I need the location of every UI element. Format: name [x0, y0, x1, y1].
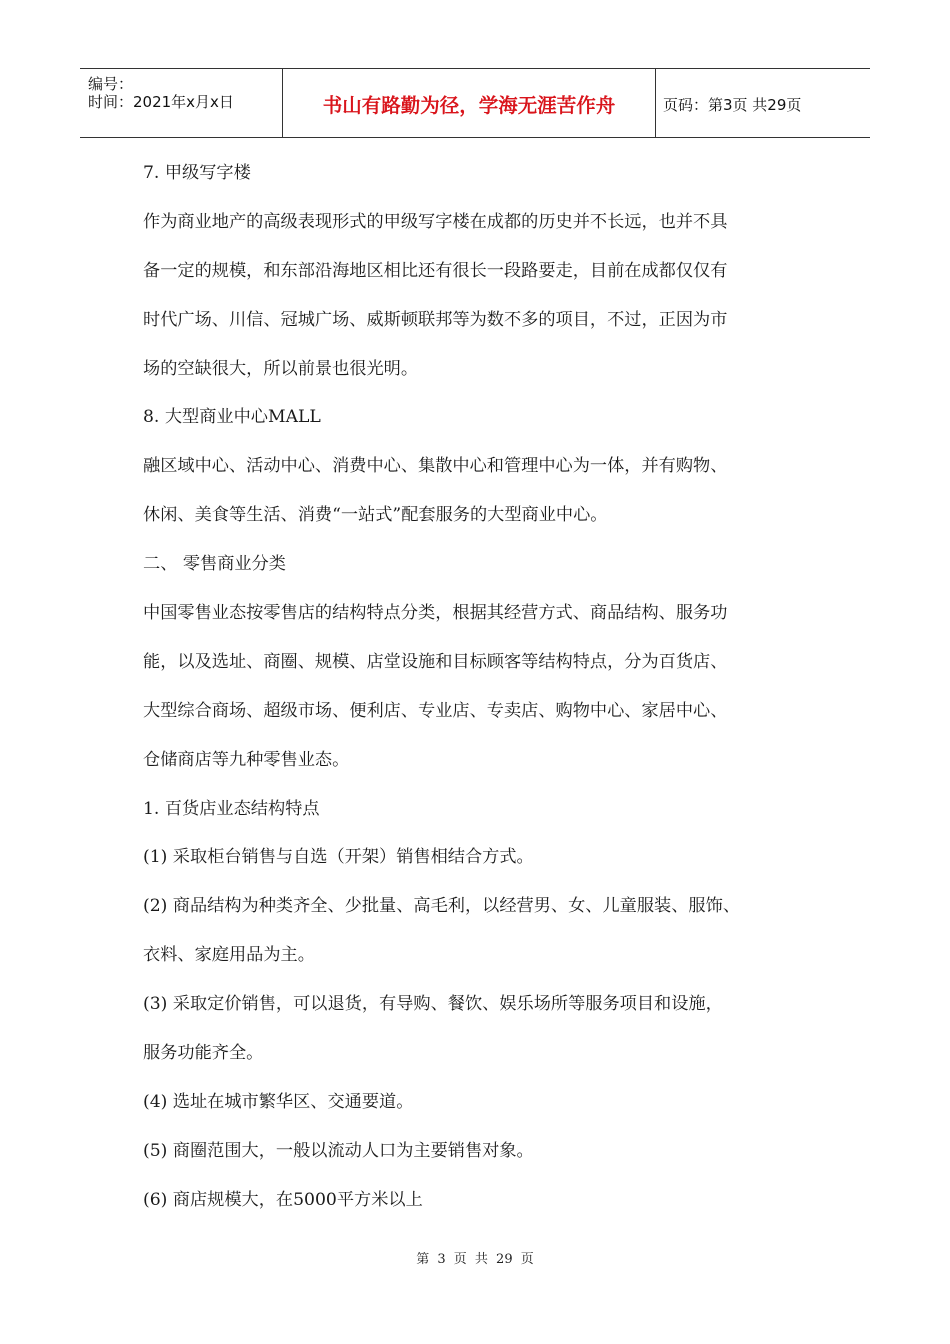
list-item: (5) 商圈范围大，一般以流动人口为主要销售对象。 [143, 1140, 534, 1161]
header-motto: 书山有路勤为径，学海无涯苦作舟 [322, 94, 616, 117]
list-item: (6) 商店规模大，在5000平方米以上 [143, 1189, 423, 1210]
document-number-label: 编号： [88, 75, 134, 93]
list-item-continuation: 衣料、家庭用品为主。 [143, 945, 315, 966]
body-text-line: 时代广场、川信、冠城广场、威斯顿联邦等为数不多的项目，不过，正因为市 [143, 309, 728, 330]
section-heading-office-building: 7. 甲级写字楼 [143, 163, 251, 183]
list-item: (2) 商品结构为种类齐全、少批量、高毛利，以经营男、女、儿童服装、服饰、 [143, 896, 741, 917]
header-motto-cell [282, 69, 656, 137]
body-text-line: 场的空缺很大，所以前景也很光明。 [143, 358, 419, 379]
list-item: (1) 采取柜台销售与自选（开架）销售相结合方式。 [143, 847, 534, 868]
body-text-line: 能，以及选址、商圈、规模、店堂设施和目标顾客等结构特点，分为百货店、 [143, 651, 728, 672]
body-text-line: 大型综合商场、超级市场、便利店、专业店、专卖店、购物中心、家居中心、 [143, 700, 728, 721]
header-page-cell [655, 69, 870, 137]
body-text-line: 备一定的规模，和东部沿海地区相比还有很长一段路要走，目前在成都仅仅有 [143, 260, 728, 281]
body-text-line: 作为商业地产的高级表现形式的甲级写字楼在成都的历史并不长远，也并不具 [143, 211, 728, 232]
document-header [80, 68, 870, 138]
section-heading-retail-classification: 二、 零售商业分类 [143, 554, 286, 575]
list-item: (4) 选址在城市繁华区、交通要道。 [143, 1091, 414, 1112]
section-heading-department-store: 1. 百货店业态结构特点 [143, 798, 320, 819]
body-text-line: 休闲、美食等生活、消费“一站式”配套服务的大型商业中心。 [143, 505, 608, 526]
header-info-cell [80, 69, 282, 137]
body-text-line: 仓储商店等九种零售业态。 [143, 749, 350, 770]
page-footer: 第 3 页 共 29 页 [416, 1252, 534, 1267]
header-page-label: 页码：第3页 共29页 [663, 96, 802, 114]
body-text-line: 中国零售业态按零售店的结构特点分类，根据其经营方式、商品结构、服务功 [143, 603, 728, 624]
body-text-line: 融区域中心、活动中心、消费中心、集散中心和管理中心为一体，并有购物、 [143, 456, 728, 477]
section-heading-mall: 8. 大型商业中心MALL [143, 407, 321, 428]
list-item: (3) 采取定价销售，可以退货，有导购、餐饮、娱乐场所等服务项目和设施， [143, 994, 723, 1015]
document-date-label: 时间：2021年x月x日 [88, 93, 234, 111]
document-body [143, 158, 833, 1234]
list-item-continuation: 服务功能齐全。 [143, 1043, 264, 1064]
